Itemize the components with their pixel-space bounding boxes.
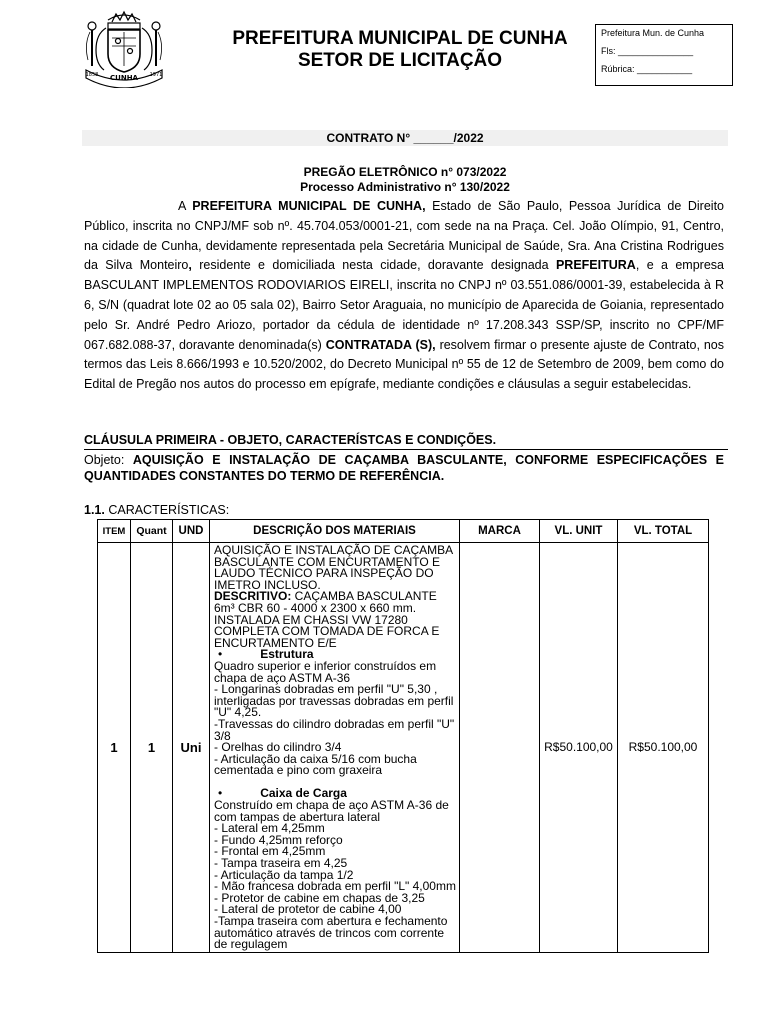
stamp-line-office: Prefeitura Mun. de Cunha	[601, 28, 705, 38]
desc-line: - Articulação da tampa 1/2	[214, 867, 354, 882]
desc-line: - Articulação da caixa 5/16 com bucha cementada e pino com graxeira	[214, 751, 417, 778]
col-header-marca: MARCA	[460, 520, 540, 543]
page-title: PREFEITURA MUNICIPAL DE CUNHA	[232, 28, 568, 49]
subsection-heading: 1.1. CARACTERÍSTICAS:	[84, 503, 230, 517]
col-header-descricao: DESCRIÇÃO DOS MATERIAIS	[210, 520, 460, 543]
col-header-und: UND	[173, 520, 210, 543]
clause-objeto: Objeto: AQUISIÇÃO E INSTALAÇÃO DE CAÇAMBA BASCULANTE, CONFORME ESPECIFICAÇÕES E QUANTIDADES CONSTANTES DO TERMO DE REFERÊNCIA.	[84, 453, 725, 483]
crest-year-right: 1971	[149, 72, 163, 78]
desc-line: - Protetor de cabine em chapas de 3,25	[214, 890, 425, 905]
stamp-line-rubrica: Rúbrica: ___________	[601, 64, 693, 74]
municipal-crest-logo	[78, 10, 170, 88]
cell-vl-total: R$50.100,00	[618, 543, 709, 953]
contract-intro-paragraph: A PREFEITURA MUNICIPAL DE CUNHA, Estado de São Paulo, Pessoa Jurídica de Direito Público, inscrita no CNPJ/MF sob nº. 45.704.053/0001-21, com sede na na Praça. Cel. João Olímpio, 91, Centro, na cidade de Cunha, devidamente representada pela Secretária Municipal de Saúde, Sra. Ana Cristina Rodrigues da Silva Monteiro, residente e domiciliada nesta cidade, doravante designada PREFEITURA, e a empresa BASCULANT IMPLEMENTOS RODOVIARIOS EIRELI, inscrita no CNPJ nº 03.551.086/0001-39, estabelecida à R 6, S/N (quadrat lote 02 ao 05 sala 02), Bairro Setor Araguaia, no município de Aparecida de Goiania, representado pelo Sr. André Pedro Ariozo, portador da cédula de identidade nº 17.208.343 SSP/SP, inscrito no CPF/MF 067.682.088-37, doravante denominada(s) CONTRATADA (S), resolvem firmar o presente ajuste de Contrato, nos termos das Leis 8.666/1993 e 10.520/2002, do Decreto Municipal nº 55 de 12 de Setembro de 2009, bem como do Edital de Pregão nos autos do processo em epígrafe, mediante condições e cláusulas a seguir estabelecidas.	[84, 199, 725, 392]
col-header-item: ITEM	[98, 520, 131, 543]
desc-section-caixa: • Caixa de Carga	[218, 786, 347, 801]
contract-number: CONTRATO N° ______/2022	[82, 130, 728, 146]
desc-line: - Mão francesa dobrada em perfil "L" 4,00mm	[214, 879, 456, 894]
desc-descritivo: DESCRITIVO: CAÇAMBA BASCULANTE 6m³ CBR 60 - 4000 x 2300 x 660 mm. INSTALADA EM CHASSI VW 17280 COMPLETA COM TOMADA DE FORCA E ENCURTAMENTO E/E	[214, 589, 440, 650]
desc-line: - Lateral de protetor de cabine 4,00	[214, 902, 402, 917]
items-table	[97, 519, 709, 953]
clause-heading: CLÁUSULA PRIMEIRA - OBJETO, CARACTERÍSTCAS E CONDIÇÕES.	[84, 432, 728, 450]
table-header-row	[98, 520, 709, 543]
desc-intro: AQUISIÇÃO E INSTALAÇÃO DE CAÇAMBA BASCULANTE COM ENCURTAMENTO E LAUDO TÉCNICO PARA INSPEÇÃO DO IMETRO INCLUSO.	[214, 543, 453, 592]
desc-line: - Frontal em 4,25mm	[214, 844, 326, 859]
cell-quant: 1	[131, 543, 173, 953]
col-header-vl-total: VL. TOTAL	[618, 520, 709, 543]
desc-line: - Orelhas do cilindro 3/4	[214, 740, 342, 755]
desc-line: -Travessas do cilindro dobradas em perfil "U" 3/8	[214, 716, 455, 743]
table-row	[98, 543, 709, 953]
desc-line: - Lateral em 4,25mm	[214, 821, 325, 836]
col-header-quant: Quant	[131, 520, 173, 543]
stamp-line-fls: Fls: _______________	[601, 46, 694, 56]
col-header-vl-unit: VL. UNIT	[540, 520, 618, 543]
desc-line: Construído em chapa de aço ASTM A-36 de com tampas de abertura lateral	[214, 798, 449, 824]
page-stamp-box	[595, 24, 733, 86]
cell-descricao	[210, 543, 460, 953]
desc-line: - Fundo 4,25mm reforço	[214, 832, 343, 847]
pregao-number: PREGÃO ELETRÔNICO n° 073/2022	[303, 165, 507, 179]
crest-ribbon-text: CUNHA	[110, 74, 138, 82]
desc-line: - Longarinas dobradas em perfil "U" 5,30 , interligadas por travessas dobradas em perfil "U" 4,25.	[214, 682, 454, 720]
desc-line: -Tampa traseira com abertura e fechamento automático através de trincos com corrente de regulagem	[214, 914, 448, 952]
cell-marca	[460, 543, 540, 953]
page-subtitle: SETOR DE LICITAÇÃO	[297, 50, 503, 71]
desc-line: Quadro superior e inferior construídos em chapa de aço ASTM A-36	[214, 658, 437, 685]
desc-line: - Tampa traseira em 4,25	[214, 856, 348, 871]
processo-number: Processo Administrativo n° 130/2022	[300, 180, 510, 194]
cell-und: Uni	[173, 543, 210, 953]
desc-section-estrutura: • Estrutura	[218, 647, 314, 662]
cell-item: 1	[98, 543, 131, 953]
cell-vl-unit: R$50.100,00	[540, 543, 618, 953]
crest-year-left: 1858	[85, 72, 99, 78]
